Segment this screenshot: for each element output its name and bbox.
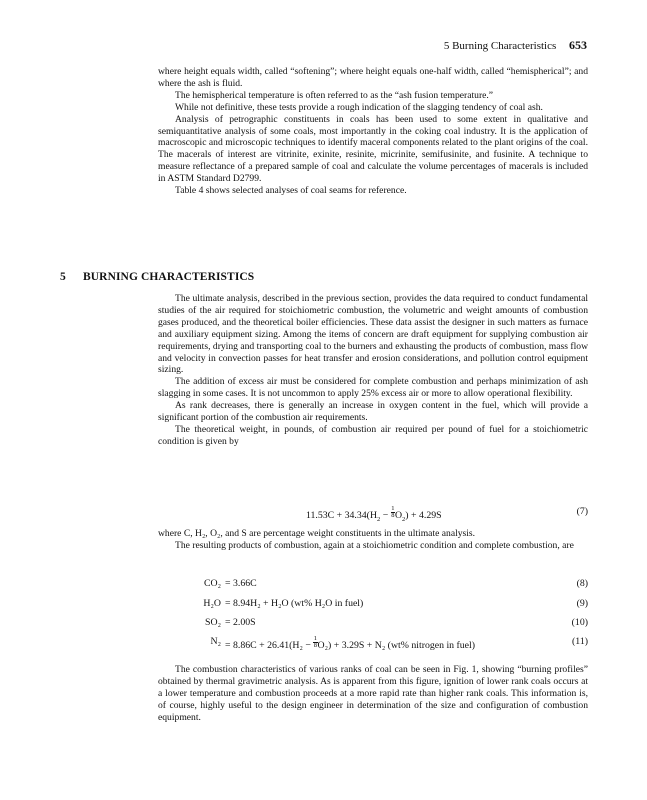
equation-8 <box>158 578 588 592</box>
equation-7-part: 11.53C + 34.34(H <box>306 510 378 521</box>
equation-number: (10) <box>571 617 588 628</box>
equation-11-part: O₂) + 3.29S + N₂ (wt% nitrogen in fuel) <box>317 640 476 651</box>
paragraph: As rank decreases, there is generally an increase in oxygen content in the fuel, which will provide a significant portion of the combustion air requirements. <box>158 400 588 424</box>
equation-7-expression <box>306 506 442 523</box>
paragraph: The theoretical weight, in pounds, of combustion air required per pound of fuel for a stoichiometric condition is given by <box>158 423 588 447</box>
equation-rhs: = 8.94H₂ + H₂O (wt% H₂O in fuel) <box>225 598 364 609</box>
section-number: 5 <box>60 271 66 283</box>
equation-7-subscript: 2 <box>377 515 381 523</box>
equation-rhs: = 3.66C <box>225 578 257 589</box>
equation-lhs: SO₂ <box>205 617 221 628</box>
equation-number: (11) <box>572 636 588 647</box>
equation-7-part: O <box>394 510 403 521</box>
running-head-title: 5 Burning Characteristics <box>443 40 557 52</box>
paragraph: The resulting products of combustion, again at a stoichiometric condition and complete combustion, are <box>175 539 574 551</box>
paragraph: The ultimate analysis, described in the previous section, provides the data required to conduct fundamental studies of the air required for stoichiometric combustion, the volumetric and weight amounts of combustion gases produced, and the theoretical boiler efficiencies. These data assist the designer in such matters as furnace and auxiliary equipment sizing. Among the items of concern are draft equipment for supplying combustion air requirements, drying and transporting coal to the burners and exhausting the products of combustion, mass flow and velocity in convection passes for heat transfer and erosion considerations, and pollution control equipment sizing. <box>158 293 588 376</box>
equation-7-subscript: 2 <box>402 515 406 523</box>
paragraph: While not definitive, these tests provide a rough indication of the slagging tendency of coal ash. <box>175 101 543 113</box>
paragraph: The hemispherical temperature is often referred to as the “ash fusion temperature.” <box>175 89 494 101</box>
paragraph: The combustion characteristics of various ranks of coal can be seen in Fig. 1, showing “burning profiles” obtained by thermal gravimetric analysis. As is apparent from this figure, ignition of lower rank coals occurs at a lower temperature and combustion proceeds at a more rapid rate than higher rank coals. This information is, of course, highly useful to the design engineer in determination of the size and configuration of combustion equipment. <box>158 664 588 723</box>
equation-7-number: (7) <box>576 506 588 517</box>
body-text-block-2 <box>158 528 588 552</box>
section-title: BURNING CHARACTERISTICS <box>82 271 255 283</box>
equation-rhs: = 2.00S <box>225 617 256 628</box>
equation-lhs: CO₂ <box>203 578 221 589</box>
equation-9 <box>158 598 588 612</box>
equation-number: (8) <box>576 578 588 589</box>
equation-7 <box>158 505 588 523</box>
fraction-numerator: 1 <box>391 505 395 512</box>
equation-number: (9) <box>576 598 588 609</box>
paragraph: where C, H₂, O₂, and S are percentage weight constituents in the ultimate analysis. <box>158 528 476 539</box>
equation-7-part: ) + 4.29S <box>405 510 442 521</box>
section-heading <box>60 271 254 283</box>
body-text-block-3 <box>158 664 588 724</box>
paragraph: The addition of excess air must be considered for complete combustion and perhaps minimization of ash slagging in some cases. It is not uncommon to apply 25% excess air or more to allow operational flexibility. <box>158 376 588 400</box>
fraction-denominator: 8 <box>313 642 318 649</box>
equation-11 <box>158 636 588 650</box>
paragraph: Table 4 shows selected analyses of coal seams for reference. <box>175 185 407 197</box>
page-number: 653 <box>569 38 587 52</box>
running-head <box>444 38 587 53</box>
equation-10 <box>158 617 588 631</box>
equation-lhs: H₂O <box>203 598 221 609</box>
paragraph: Analysis of petrographic constituents in coals has been used to some extent in qualitative and semiquantitative analysis of some coals, most importantly in the coking coal industry. It is the application of macroscopic and microscopic techniques to identify maceral components related to the plant origins of the coal. The macerals of interest are vitrinite, exinite, resinite, micrinite, semifusinite, and fusinite. A technique to measure reflectance of a prepared sample of coal and calculate the volume percentages of macerals is included in ASTM Standard D2799. <box>158 113 588 185</box>
paragraph: where height equals width, called “softening”; where height equals one-half width, called “hemispherical”; and where the ash is fluid. <box>158 66 588 89</box>
equation-lhs: N₂ <box>210 636 221 647</box>
equation-7-part: − <box>380 510 391 521</box>
top-text-block <box>158 66 588 197</box>
fraction-numerator: 1 <box>313 635 318 642</box>
fraction-denominator: 8 <box>391 512 395 519</box>
equation-11-rhs <box>225 636 475 651</box>
body-text-block-1 <box>158 293 588 448</box>
equation-11-part: = 8.86C + 26.41(H₂ − <box>225 640 314 651</box>
